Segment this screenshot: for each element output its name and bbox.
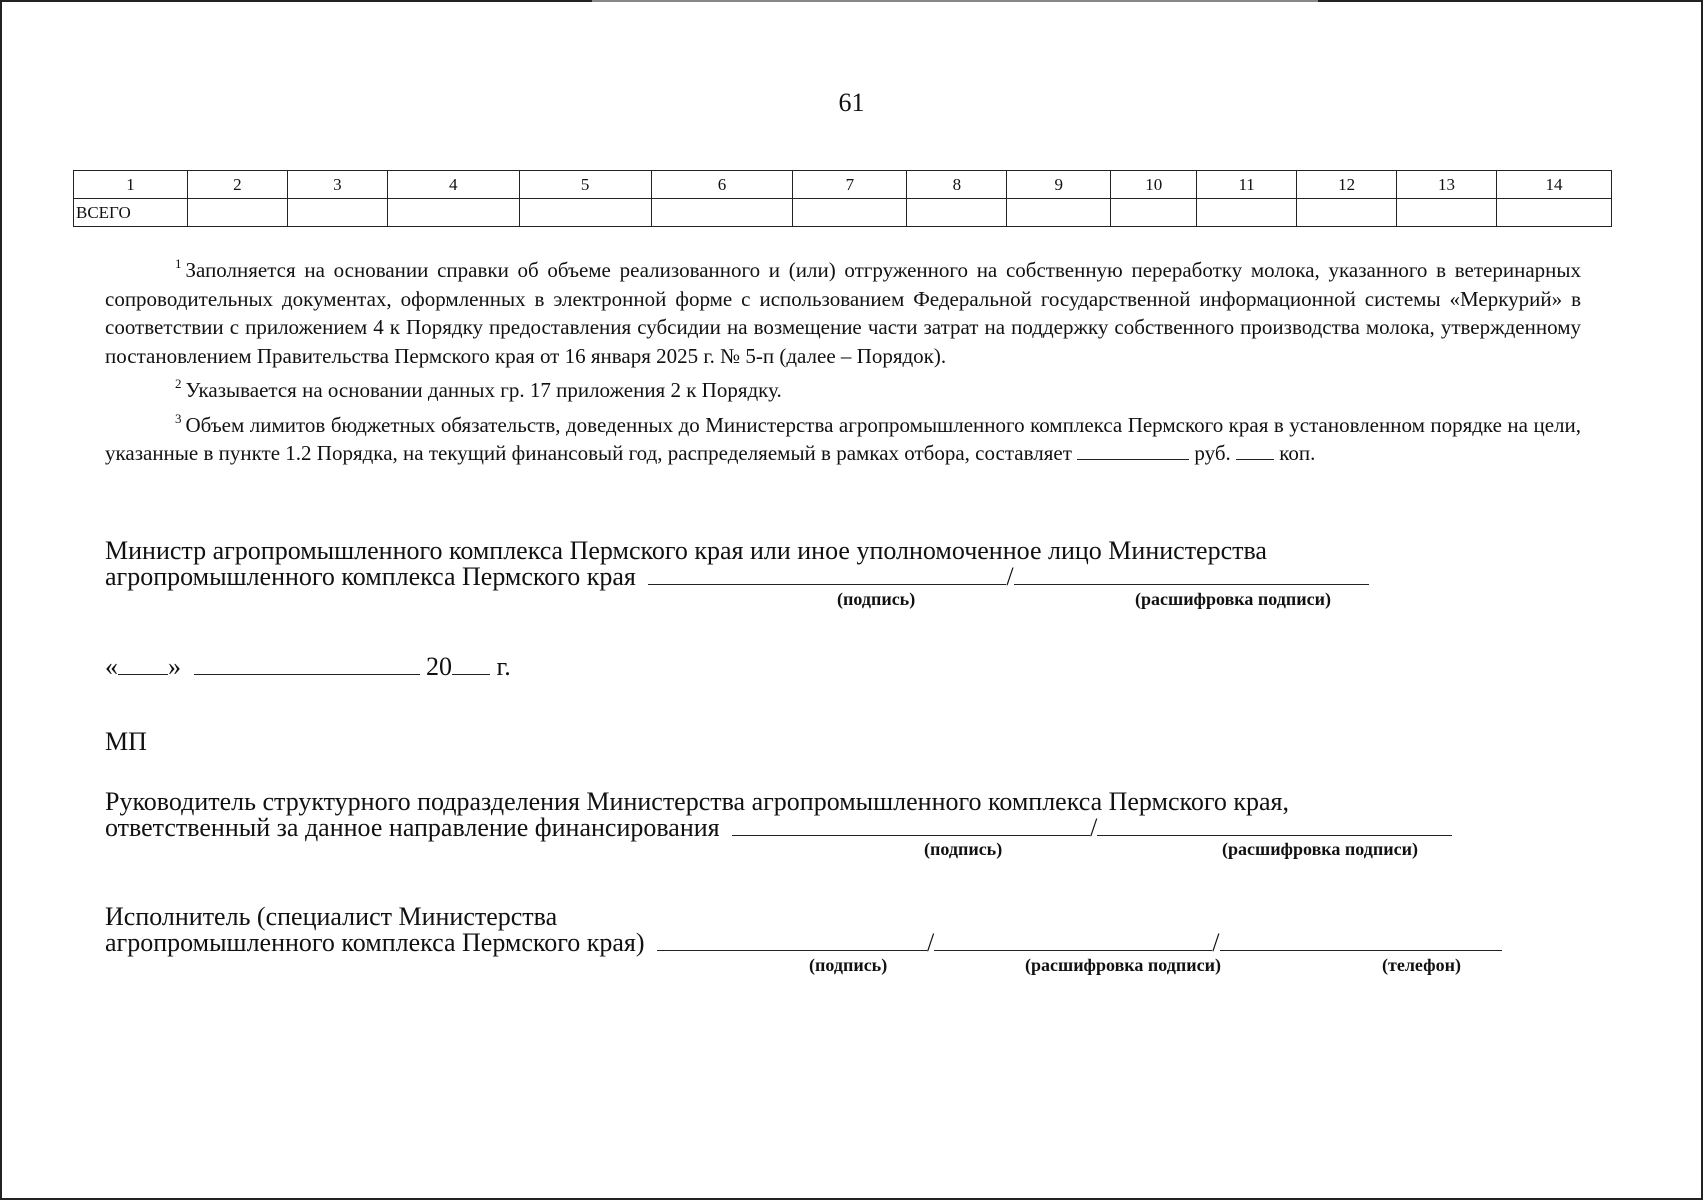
head-title-line1: Руководитель структурного подразделения Министерства агропромышленного комплекса Пермского края, bbox=[105, 787, 1289, 816]
summary-table bbox=[73, 170, 1612, 227]
head-caption-decoding: (расшифровка подписи) bbox=[1222, 839, 1418, 859]
table-cell[interactable] bbox=[651, 199, 793, 227]
footnote-text: Объем лимитов бюджетных обязательств, доведенных до Министерства агропромышленного комплекса Пермского края в установленном порядке на цели, указанные в пункте 1.2 Порядка, на текущий финансовый год, распределяемый в рамках отбора, составляет bbox=[105, 412, 1581, 465]
year-prefix: 20 bbox=[426, 652, 452, 681]
top-rule bbox=[592, 0, 1318, 2]
table-header-cell: 10 bbox=[1111, 171, 1197, 199]
table-cell[interactable] bbox=[1297, 199, 1397, 227]
head-signature-block bbox=[105, 787, 1452, 842]
executor-title-line1: Исполнитель (специалист Министерства bbox=[105, 902, 558, 931]
date-open-quote: « bbox=[105, 652, 118, 681]
table-header-cell: 14 bbox=[1496, 171, 1611, 199]
separator-slash: / bbox=[1006, 562, 1014, 591]
table-header-cell: 13 bbox=[1397, 171, 1497, 199]
table-cell[interactable] bbox=[1496, 199, 1611, 227]
table-cell[interactable] bbox=[1111, 199, 1197, 227]
table-header-cell: 9 bbox=[1007, 171, 1111, 199]
executor-phone-line[interactable] bbox=[1220, 929, 1502, 951]
footnotes bbox=[105, 250, 1581, 468]
table-total-row bbox=[74, 199, 1612, 227]
table-header-cell: 1 bbox=[74, 171, 188, 199]
footnote-text: Заполняется на основании справки об объеме реализованного и (или) отгруженного на собственную переработку молока, указанного в ветеринарных сопроводительных документах, оформленных в электронной форме с использованием Федеральной государственной информационной системы «Меркурий» в соответствии с приложением 4 к Порядку предоставления субсидии на возмещение части затрат на поддержку собственного производства молока, утвержденному постановлением Правительства Пермского края от 16 января 2025 г. № 5-п (далее – Порядок). bbox=[105, 258, 1581, 368]
rub-label: руб. bbox=[1194, 441, 1231, 465]
separator-slash: / bbox=[1090, 813, 1098, 842]
footnote-mark: 1 bbox=[175, 256, 182, 271]
table-cell[interactable] bbox=[387, 199, 519, 227]
table-header-row bbox=[74, 171, 1612, 199]
footnote-mark: 3 bbox=[175, 410, 182, 426]
head-title-line2: ответственный за данное направление финансирования bbox=[105, 813, 720, 842]
executor-caption-phone: (телефон) bbox=[1382, 955, 1461, 975]
table-cell[interactable] bbox=[1197, 199, 1297, 227]
date-line bbox=[105, 652, 511, 682]
kop-label: коп. bbox=[1279, 441, 1316, 465]
table-header-cell: 6 bbox=[651, 171, 793, 199]
amount-rub-blank[interactable] bbox=[1077, 440, 1189, 460]
executor-caption-decoding: (расшифровка подписи) bbox=[1025, 955, 1221, 975]
table-cell[interactable] bbox=[907, 199, 1007, 227]
day-blank[interactable] bbox=[118, 653, 168, 675]
table-header-cell: 8 bbox=[907, 171, 1007, 199]
footnote-mark: 2 bbox=[175, 376, 182, 391]
page-number: 61 bbox=[838, 88, 865, 117]
executor-caption-signature: (подпись) bbox=[809, 955, 888, 975]
date-close-quote: » bbox=[168, 652, 181, 681]
footnote-2 bbox=[105, 370, 1581, 405]
table-header-cell: 3 bbox=[287, 171, 387, 199]
footnote-3 bbox=[105, 405, 1581, 468]
table-header-cell: 7 bbox=[793, 171, 907, 199]
month-blank[interactable] bbox=[194, 653, 420, 675]
total-label-cell: ВСЕГО bbox=[74, 199, 188, 227]
separator-slash: / bbox=[1212, 928, 1220, 957]
minister-caption-decoding: (расшифровка подписи) bbox=[1135, 589, 1331, 609]
year-blank[interactable] bbox=[452, 653, 490, 675]
minister-title-line2: агропромышленного комплекса Пермского края bbox=[105, 562, 636, 591]
table-cell[interactable] bbox=[793, 199, 907, 227]
head-decoding-line[interactable] bbox=[1097, 814, 1452, 836]
table-cell[interactable] bbox=[1007, 199, 1111, 227]
head-signature-line[interactable] bbox=[732, 814, 1090, 836]
table-cell[interactable] bbox=[187, 199, 287, 227]
table-header-cell: 11 bbox=[1197, 171, 1297, 199]
minister-caption-signature: (подпись) bbox=[837, 589, 916, 609]
executor-signature-line[interactable] bbox=[657, 929, 927, 951]
footnote-text: Указывается на основании данных гр. 17 приложения 2 к Порядку. bbox=[185, 378, 782, 402]
minister-decoding-line[interactable] bbox=[1014, 563, 1369, 585]
table-header-cell: 5 bbox=[519, 171, 651, 199]
footnote-1 bbox=[105, 250, 1581, 370]
head-caption-signature: (подпись) bbox=[924, 839, 1003, 859]
table-header-cell: 12 bbox=[1297, 171, 1397, 199]
table-header-cell: 2 bbox=[187, 171, 287, 199]
separator-slash: / bbox=[927, 928, 935, 957]
table-cell[interactable] bbox=[1397, 199, 1497, 227]
executor-signature-block bbox=[105, 902, 1502, 957]
year-suffix: г. bbox=[496, 652, 511, 681]
minister-title-line1: Министр агропромышленного комплекса Пермского края или иное уполномоченное лицо Министерства bbox=[105, 536, 1267, 565]
table-cell[interactable] bbox=[519, 199, 651, 227]
amount-kop-blank[interactable] bbox=[1236, 440, 1274, 460]
stamp-place: МП bbox=[105, 727, 147, 756]
table-cell[interactable] bbox=[287, 199, 387, 227]
minister-signature-line[interactable] bbox=[648, 563, 1006, 585]
table-header-cell: 4 bbox=[387, 171, 519, 199]
minister-signature-block bbox=[105, 536, 1369, 591]
executor-title-line2: агропромышленного комплекса Пермского края) bbox=[105, 928, 645, 957]
executor-decoding-line[interactable] bbox=[934, 929, 1212, 951]
